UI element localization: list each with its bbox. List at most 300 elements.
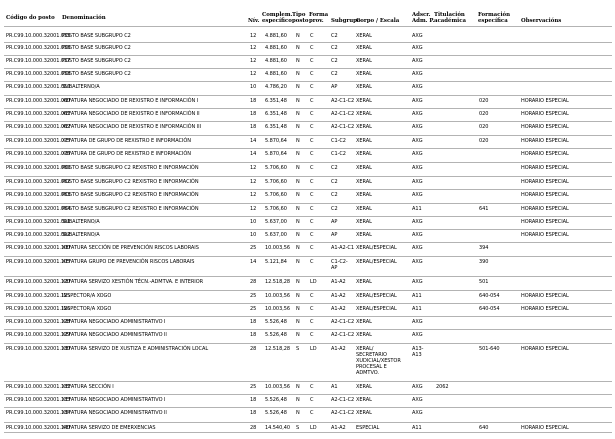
row-divider bbox=[4, 256, 612, 257]
header-titulacion-1: Titulación bbox=[434, 12, 465, 18]
cell-corpo: XERAL bbox=[356, 192, 372, 198]
cell-niv: 12 bbox=[250, 58, 257, 64]
cell-denominacion: XEFATURA DE GRUPO DE REXISTRO E INFORMACIÓN bbox=[62, 138, 191, 144]
cell-corpo: XERAL bbox=[356, 165, 372, 171]
cell-subgrupo: C1-C2 bbox=[331, 138, 346, 144]
row-divider bbox=[4, 95, 612, 96]
cell-tipo: N bbox=[296, 192, 300, 198]
cell-observacions: HORARIO ESPECIAL bbox=[521, 124, 569, 130]
cell-complem: 12.518,28 bbox=[265, 346, 290, 352]
cell-codigo: PR.C99.10.000.32001.140 bbox=[6, 425, 71, 431]
header-denominacion: Denominación bbox=[62, 15, 106, 21]
cell-titulacion: 2062 bbox=[436, 384, 449, 390]
row-divider bbox=[4, 189, 612, 190]
cell-corpo: XERAL bbox=[356, 410, 372, 416]
cell-complem: 4.881,60 bbox=[265, 33, 287, 39]
cell-corpo: XERAL bbox=[356, 45, 372, 51]
cell-complem: 5.706,60 bbox=[265, 192, 287, 198]
cell-codigo: PR.C99.10.000.32001.083 bbox=[6, 192, 71, 198]
header-subgrupo: Subgrupo bbox=[331, 18, 361, 24]
cell-codigo: PR.C99.10.000.32001.050 bbox=[6, 84, 71, 90]
cell-adscr: A13 bbox=[412, 352, 422, 358]
cell-adscr: AXG bbox=[412, 410, 423, 416]
cell-forma: C bbox=[310, 232, 314, 238]
cell-niv: 10 bbox=[250, 232, 257, 238]
cell-niv: 25 bbox=[250, 384, 257, 390]
cell-denominacion: POSTO BASE SUBGRUPO C2 REXISTRO E INFORMACIÓN bbox=[62, 165, 199, 171]
cell-complem: 5.637,00 bbox=[265, 232, 287, 238]
cell-complem: 4.881,60 bbox=[265, 58, 287, 64]
cell-adscr: AXG bbox=[412, 165, 423, 171]
row-divider bbox=[4, 290, 612, 291]
cell-corpo: XERAL bbox=[356, 179, 372, 185]
cell-complem: 6.351,48 bbox=[265, 111, 287, 117]
cell-denominacion: POSTO BASE SUBGRUPO C2 bbox=[62, 45, 131, 51]
cell-complem: 4.881,60 bbox=[265, 71, 287, 77]
cell-denominacion: XEFATURA SECCIÓN I bbox=[62, 384, 114, 390]
cell-corpo: ADMTVO. bbox=[356, 370, 379, 376]
cell-codigo: PR.C99.10.000.32001.075 bbox=[6, 138, 71, 144]
cell-corpo: PROCESAL E bbox=[356, 364, 387, 370]
cell-complem: 10.003,56 bbox=[265, 245, 290, 251]
row-divider bbox=[4, 42, 612, 43]
cell-tipo: N bbox=[296, 293, 300, 299]
cell-niv: 14 bbox=[250, 151, 257, 157]
cell-niv: 12 bbox=[250, 165, 257, 171]
cell-forma: C bbox=[310, 306, 314, 312]
cell-corpo: XERAL bbox=[356, 151, 372, 157]
cell-tipo: N bbox=[296, 232, 300, 238]
cell-codigo: PR.C99.10.000.32001.037 bbox=[6, 58, 71, 64]
row-divider bbox=[4, 81, 612, 82]
cell-forma: C bbox=[310, 179, 314, 185]
cell-tipo: N bbox=[296, 84, 300, 90]
cell-forma: C bbox=[310, 219, 314, 225]
cell-corpo: XERAL bbox=[356, 71, 372, 77]
cell-subgrupo: A1-A2 bbox=[331, 306, 346, 312]
cell-subgrupo: C2 bbox=[331, 192, 338, 198]
cell-niv: 18 bbox=[250, 332, 257, 338]
cell-tipo: N bbox=[296, 151, 300, 157]
cell-complem: 4.786,20 bbox=[265, 84, 287, 90]
cell-observacions: HORARIO ESPECIAL bbox=[521, 425, 569, 431]
cell-adscr: AXG bbox=[412, 71, 423, 77]
cell-tipo: N bbox=[296, 138, 300, 144]
cell-tipo: N bbox=[296, 206, 300, 212]
cell-forma: C bbox=[310, 319, 314, 325]
header-divider bbox=[4, 26, 612, 27]
cell-corpo: XERAL bbox=[356, 84, 372, 90]
cell-forma: C bbox=[310, 259, 314, 265]
cell-codigo: PR.C99.10.000.32001.035 bbox=[6, 33, 71, 39]
cell-subgrupo: C2 bbox=[331, 71, 338, 77]
cell-forma: LD bbox=[310, 425, 317, 431]
cell-denominacion: INSPECTOR/A XOGO bbox=[62, 306, 112, 312]
cell-denominacion: POSTO BASE SUBGRUPO C2 bbox=[62, 33, 131, 39]
cell-formacion: 640-054 bbox=[479, 306, 500, 312]
cell-denominacion: INSPECTOR/A XOGO bbox=[62, 293, 112, 299]
cell-codigo: PR.C99.10.000.32001.125 bbox=[6, 293, 71, 299]
cell-denominacion: XEFATURA GRUPO DE PREVENCIÓN RISCOS LABORAIS bbox=[62, 259, 195, 265]
cell-denominacion: POSTO BASE SUBGRUPO C2 REXISTRO E INFORMACIÓN bbox=[62, 206, 199, 212]
cell-corpo: XUDICIAL/XESTOR bbox=[356, 358, 401, 364]
row-divider bbox=[4, 343, 612, 344]
cell-codigo: PR.C99.10.000.32001.082 bbox=[6, 179, 71, 185]
cell-adscr: AXG bbox=[412, 84, 423, 90]
cell-denominacion: XEFATURA NEGOCIADO ADMINISTRATIVO I bbox=[62, 397, 166, 403]
cell-tipo: N bbox=[296, 306, 300, 312]
cell-complem: 6.351,48 bbox=[265, 124, 287, 130]
header-forma-1: Forma bbox=[309, 12, 329, 18]
cell-forma: C bbox=[310, 165, 314, 171]
cell-subgrupo: AP bbox=[331, 84, 338, 90]
cell-formacion: 020 bbox=[479, 98, 489, 104]
cell-formacion: 501 bbox=[479, 279, 489, 285]
cell-adscr: AXG bbox=[412, 232, 423, 238]
cell-niv: 18 bbox=[250, 111, 257, 117]
cell-denominacion: POSTO BASE SUBGRUPO C2 bbox=[62, 58, 131, 64]
cell-denominacion: POSTO BASE SUBGRUPO C2 REXISTRO E INFORMACIÓN bbox=[62, 179, 199, 185]
cell-formacion: 390 bbox=[479, 259, 489, 265]
cell-niv: 10 bbox=[250, 84, 257, 90]
cell-niv: 18 bbox=[250, 124, 257, 130]
cell-niv: 12 bbox=[250, 71, 257, 77]
cell-subgrupo: A1-A2 bbox=[331, 425, 346, 431]
row-divider bbox=[4, 276, 612, 277]
cell-complem: 10.003,56 bbox=[265, 293, 290, 299]
cell-codigo: PR.C99.10.000.32001.076 bbox=[6, 151, 71, 157]
cell-denominacion: POSTO BASE SUBGRUPO C2 REXISTRO E INFORMACIÓN bbox=[62, 192, 199, 198]
cell-forma: C bbox=[310, 138, 314, 144]
cell-tipo: N bbox=[296, 33, 300, 39]
cell-complem: 5.526,48 bbox=[265, 332, 287, 338]
cell-tipo: N bbox=[296, 98, 300, 104]
cell-denominacion: XEFATURA NEGOCIADO DE REXISTRO E INFORMACIÓN II bbox=[62, 111, 200, 117]
cell-tipo: N bbox=[296, 397, 300, 403]
row-divider bbox=[4, 407, 612, 408]
cell-adscr: AXG bbox=[412, 33, 423, 39]
cell-denominacion: XEFATURA NEGOCIADO DE REXISTRO E INFORMACIÓN I bbox=[62, 98, 199, 104]
cell-adscr: AXG bbox=[412, 259, 423, 265]
cell-complem: 5.706,60 bbox=[265, 179, 287, 185]
cell-niv: 12 bbox=[250, 206, 257, 212]
cell-observacions: HORARIO ESPECIAL bbox=[521, 98, 569, 104]
cell-corpo: XERAL/ESPECIAL bbox=[356, 259, 397, 265]
cell-denominacion: XEFATURA NEGOCIADO ADMINISTRATIVO II bbox=[62, 410, 167, 416]
cell-subgrupo: C1-C2 bbox=[331, 151, 346, 157]
cell-forma: C bbox=[310, 410, 314, 416]
cell-niv: 25 bbox=[250, 245, 257, 251]
header-codigo: Código do posto bbox=[6, 15, 55, 21]
cell-codigo: PR.C99.10.000.32001.100 bbox=[6, 245, 71, 251]
cell-corpo: XERAL bbox=[356, 332, 372, 338]
cell-corpo: XERAL bbox=[356, 33, 372, 39]
cell-corpo: XERAL bbox=[356, 124, 372, 130]
cell-observacions: HORARIO ESPECIAL bbox=[521, 306, 569, 312]
cell-subgrupo: C2 bbox=[331, 45, 338, 51]
row-divider bbox=[4, 422, 612, 423]
row-divider bbox=[4, 432, 612, 433]
cell-adscr: AXG bbox=[412, 138, 423, 144]
cell-adscr: A11 bbox=[412, 206, 422, 212]
cell-formacion: 020 bbox=[479, 138, 489, 144]
cell-forma: C bbox=[310, 124, 314, 130]
cell-corpo: XERAL/ESPECIAL bbox=[356, 245, 397, 251]
header-complem-1: Complem. bbox=[262, 12, 293, 18]
cell-complem: 14.540,40 bbox=[265, 425, 290, 431]
cell-forma: C bbox=[310, 98, 314, 104]
cell-corpo: XERAL bbox=[356, 98, 372, 104]
cell-complem: 6.351,48 bbox=[265, 98, 287, 104]
cell-corpo: XERAL bbox=[356, 279, 372, 285]
row-divider bbox=[4, 303, 612, 304]
cell-observacions: HORARIO ESPECIAL bbox=[521, 138, 569, 144]
cell-corpo: XERAL bbox=[356, 219, 372, 225]
cell-niv: 28 bbox=[250, 425, 257, 431]
cell-adscr: AXG bbox=[412, 245, 423, 251]
cell-complem: 5.706,60 bbox=[265, 206, 287, 212]
cell-niv: 18 bbox=[250, 319, 257, 325]
cell-corpo: XERAL bbox=[356, 397, 372, 403]
cell-corpo: XERAL bbox=[356, 58, 372, 64]
cell-codigo: PR.C99.10.000.32001.120 bbox=[6, 279, 71, 285]
cell-observacions: HORARIO ESPECIAL bbox=[521, 293, 569, 299]
cell-tipo: S bbox=[296, 425, 300, 431]
cell-subgrupo: C2 bbox=[331, 165, 338, 171]
row-divider bbox=[4, 229, 612, 230]
header-adscr-1: Adscr. bbox=[412, 12, 431, 18]
cell-forma: C bbox=[310, 192, 314, 198]
cell-formacion: 501-640 bbox=[479, 346, 500, 352]
header-observacions: Observacións bbox=[521, 18, 562, 24]
cell-niv: 12 bbox=[250, 192, 257, 198]
cell-subgrupo: A2-C1-C2 bbox=[331, 397, 355, 403]
cell-subgrupo: C2 bbox=[331, 58, 338, 64]
cell-forma: C bbox=[310, 151, 314, 157]
cell-denominacion: SUBALTERNO/A bbox=[62, 84, 100, 90]
cell-complem: 12.518,28 bbox=[265, 279, 290, 285]
cell-codigo: PR.C99.10.000.32001.036 bbox=[6, 45, 71, 51]
cell-complem: 4.881,60 bbox=[265, 45, 287, 51]
cell-niv: 18 bbox=[250, 98, 257, 104]
cell-complem: 5.526,48 bbox=[265, 397, 287, 403]
cell-observacions: HORARIO ESPECIAL bbox=[521, 192, 569, 198]
cell-complem: 5.870,64 bbox=[265, 151, 287, 157]
row-divider bbox=[4, 162, 612, 163]
cell-denominacion: XEFATURA NEGOCIADO ADMINISTRATIVO I bbox=[62, 319, 166, 325]
cell-corpo: ESPECIAL bbox=[356, 425, 380, 431]
cell-subgrupo: A1-A2 bbox=[331, 279, 346, 285]
row-divider bbox=[4, 121, 612, 122]
cell-tipo: N bbox=[296, 332, 300, 338]
cell-subgrupo: A2-C1-C2 bbox=[331, 332, 355, 338]
cell-codigo: PR.C99.10.000.32001.080 bbox=[6, 165, 71, 171]
cell-corpo: XERAL/ bbox=[356, 346, 374, 352]
cell-corpo: XERAL bbox=[356, 384, 372, 390]
cell-adscr: A13- bbox=[412, 346, 424, 352]
row-divider bbox=[4, 55, 612, 56]
cell-tipo: N bbox=[296, 165, 300, 171]
cell-corpo: XERAL/ESPECIAL bbox=[356, 293, 397, 299]
cell-adscr: AXG bbox=[412, 98, 423, 104]
cell-observacions: HORARIO ESPECIAL bbox=[521, 346, 569, 352]
cell-denominacion: XEFATURA SERVIZO XESTIÓN TÉCN.-ADMTVA. E INTERIOR bbox=[62, 279, 204, 285]
row-divider bbox=[4, 216, 612, 217]
header-adscr-2: Adm. P. bbox=[412, 18, 435, 24]
cell-complem: 5.706,60 bbox=[265, 165, 287, 171]
cell-codigo: PR.C99.10.000.32001.131 bbox=[6, 384, 71, 390]
cell-observacions: HORARIO ESPECIAL bbox=[521, 111, 569, 117]
cell-tipo: N bbox=[296, 279, 300, 285]
cell-denominacion: SUBALTERNO/A bbox=[62, 219, 100, 225]
cell-tipo: N bbox=[296, 111, 300, 117]
cell-niv: 25 bbox=[250, 306, 257, 312]
cell-adscr: A11 bbox=[412, 425, 422, 431]
cell-subgrupo: A1-A2-C1 bbox=[331, 245, 354, 251]
cell-forma: C bbox=[310, 111, 314, 117]
cell-niv: 12 bbox=[250, 179, 257, 185]
cell-formacion: 020 bbox=[479, 124, 489, 130]
cell-codigo: PR.C99.10.000.32001.128 bbox=[6, 319, 71, 325]
cell-complem: 10.003,56 bbox=[265, 384, 290, 390]
header-tipo-1: Tipo bbox=[292, 12, 306, 18]
cell-forma: C bbox=[310, 397, 314, 403]
cell-denominacion: SUBALTERNO/A bbox=[62, 232, 100, 238]
cell-niv: 18 bbox=[250, 410, 257, 416]
cell-niv: 28 bbox=[250, 279, 257, 285]
row-divider bbox=[4, 108, 612, 109]
cell-tipo: N bbox=[296, 319, 300, 325]
cell-subgrupo: C2 bbox=[331, 179, 338, 185]
cell-adscr: AXG bbox=[412, 111, 423, 117]
cell-denominacion: XEFATURA SERVIZO DE EMERXENCIAS bbox=[62, 425, 156, 431]
cell-tipo: N bbox=[296, 384, 300, 390]
cell-codigo: PR.C99.10.000.32001.091 bbox=[6, 219, 71, 225]
cell-codigo: PR.C99.10.000.32001.130 bbox=[6, 346, 71, 352]
cell-adscr: AXG bbox=[412, 384, 423, 390]
cell-tipo: N bbox=[296, 71, 300, 77]
cell-adscr: A11 bbox=[412, 293, 422, 299]
cell-forma: C bbox=[310, 332, 314, 338]
row-divider bbox=[4, 242, 612, 243]
cell-formacion: 641 bbox=[479, 206, 489, 212]
cell-formacion: 640 bbox=[479, 425, 489, 431]
cell-forma: C bbox=[310, 58, 314, 64]
cell-forma: C bbox=[310, 71, 314, 77]
cell-corpo: XERAL bbox=[356, 232, 372, 238]
row-divider bbox=[4, 394, 612, 395]
cell-subgrupo: AP bbox=[331, 232, 338, 238]
header-niv: Nív. bbox=[248, 18, 260, 24]
cell-denominacion: POSTO BASE SUBGRUPO C2 bbox=[62, 71, 131, 77]
cell-tipo: S bbox=[296, 346, 300, 352]
cell-tipo: N bbox=[296, 124, 300, 130]
cell-complem: 5.637,00 bbox=[265, 219, 287, 225]
cell-tipo: N bbox=[296, 58, 300, 64]
header-titulacion-2: académica bbox=[434, 18, 466, 24]
cell-observacions: HORARIO ESPECIAL bbox=[521, 151, 569, 157]
cell-adscr: AXG bbox=[412, 279, 423, 285]
cell-forma: C bbox=[310, 384, 314, 390]
cell-niv: 12 bbox=[250, 45, 257, 51]
row-divider bbox=[4, 68, 612, 69]
cell-adscr: A11 bbox=[412, 306, 422, 312]
cell-tipo: N bbox=[296, 45, 300, 51]
cell-forma: C bbox=[310, 84, 314, 90]
cell-forma: C bbox=[310, 245, 314, 251]
cell-complem: 5.526,48 bbox=[265, 410, 287, 416]
cell-tipo: N bbox=[296, 179, 300, 185]
cell-tipo: N bbox=[296, 245, 300, 251]
row-divider bbox=[4, 381, 612, 382]
cell-forma: C bbox=[310, 33, 314, 39]
cell-subgrupo: A1-A2 bbox=[331, 346, 346, 352]
cell-codigo: PR.C99.10.000.32001.134 bbox=[6, 410, 71, 416]
cell-adscr: AXG bbox=[412, 124, 423, 130]
cell-denominacion: XEFATURA SECCIÓN DE PREVENCIÓN RISCOS LABORAIS bbox=[62, 245, 199, 251]
cell-niv: 14 bbox=[250, 138, 257, 144]
cell-forma: C bbox=[310, 293, 314, 299]
cell-adscr: AXG bbox=[412, 151, 423, 157]
cell-subgrupo: A2-C1-C2 bbox=[331, 410, 355, 416]
header-corpo: Corpo / Escala bbox=[356, 18, 400, 24]
cell-complem: 5.870,64 bbox=[265, 138, 287, 144]
cell-forma: C bbox=[310, 45, 314, 51]
cell-corpo: XERAL bbox=[356, 111, 372, 117]
cell-adscr: AXG bbox=[412, 192, 423, 198]
cell-observacions: HORARIO ESPECIAL bbox=[521, 232, 569, 238]
cell-formacion: 640-054 bbox=[479, 293, 500, 299]
cell-complem: 10.003,56 bbox=[265, 306, 290, 312]
cell-tipo: N bbox=[296, 219, 300, 225]
cell-tipo: N bbox=[296, 259, 300, 265]
header-tipo-2: posto bbox=[292, 18, 309, 24]
cell-codigo: PR.C99.10.000.32001.105 bbox=[6, 259, 71, 265]
cell-subgrupo: C2 bbox=[331, 206, 338, 212]
cell-adscr: AXG bbox=[412, 332, 423, 338]
cell-codigo: PR.C99.10.000.32001.133 bbox=[6, 397, 71, 403]
cell-subgrupo: A1-A2 bbox=[331, 293, 346, 299]
cell-observacions: HORARIO ESPECIAL bbox=[521, 165, 569, 171]
cell-adscr: AXG bbox=[412, 45, 423, 51]
cell-corpo: XERAL bbox=[356, 319, 372, 325]
cell-codigo: PR.C99.10.000.32001.092 bbox=[6, 232, 71, 238]
row-divider bbox=[4, 316, 612, 317]
cell-forma: LD bbox=[310, 279, 317, 285]
header-formacion-1: Formación bbox=[478, 12, 511, 18]
cell-denominacion: XEFATURA NEGOCIADO ADMINISTRATIVO II bbox=[62, 332, 167, 338]
cell-tipo: N bbox=[296, 410, 300, 416]
cell-subgrupo: A2-C1-C2 bbox=[331, 124, 355, 130]
cell-subgrupo: A2-C1-C2 bbox=[331, 111, 355, 117]
cell-subgrupo: AP bbox=[331, 219, 338, 225]
cell-forma: LD bbox=[310, 346, 317, 352]
cell-adscr: AXG bbox=[412, 179, 423, 185]
cell-subgrupo: A2-C1-C2 bbox=[331, 319, 355, 325]
header-complem-2: específico bbox=[262, 18, 292, 24]
cell-niv: 10 bbox=[250, 219, 257, 225]
cell-codigo: PR.C99.10.000.32001.038 bbox=[6, 71, 71, 77]
cell-niv: 28 bbox=[250, 346, 257, 352]
header-forma-2: prov. bbox=[309, 18, 324, 24]
cell-subgrupo: C2 bbox=[331, 33, 338, 39]
cell-niv: 14 bbox=[250, 259, 257, 265]
cell-denominacion: XEFATURA NEGOCIADO DE REXISTRO E INFORMACIÓN III bbox=[62, 124, 202, 130]
cell-complem: 5.121,84 bbox=[265, 259, 287, 265]
cell-niv: 25 bbox=[250, 293, 257, 299]
cell-formacion: 394 bbox=[479, 245, 489, 251]
cell-adscr: AXG bbox=[412, 219, 423, 225]
